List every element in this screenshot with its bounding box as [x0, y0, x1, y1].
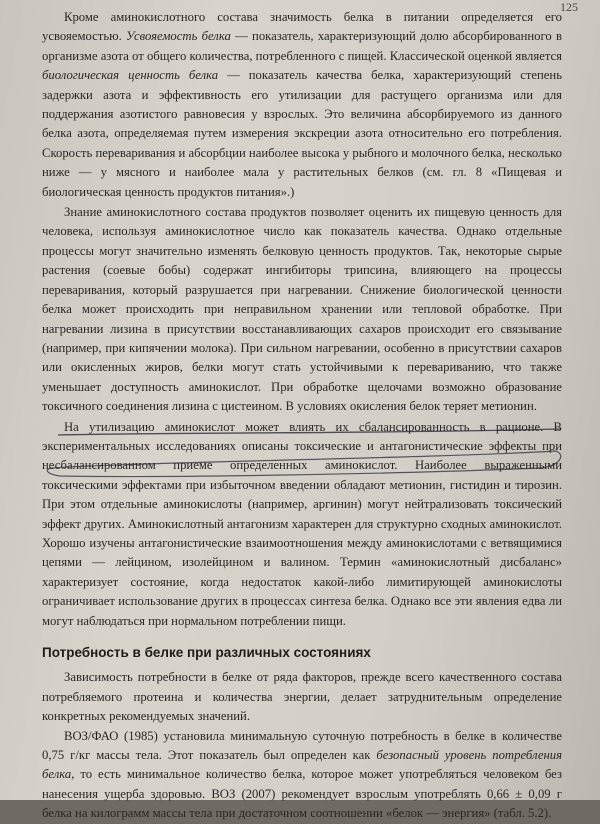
section-title: Потребность в белке при различных состояниях — [42, 645, 371, 660]
term-digestibility: Усвояемость белка — [126, 29, 231, 44]
paragraph-amino-acid-balance: На утилизацию аминокислот может влиять их сбалансированность в рационе. В экспериментальных исследованиях описаны токсические и антагонистические эффекты при несбалансированном приеме определенных аминокислот. Наиболее выраженными токсическими эффектами при избыточном введении обладают метионин, гистидин и тирозин. При этом отдельные аминокислоты (например, аргинин) могут нейтрализовать токсический эффект других. Аминокислотный антагонизм характерен для структурно сходных аминокислот. Хорошо изучены антагонистические взаимоотношения между аминокислотами с ветвящимися цепями — лейцином, изолейцином и валином. Термин «аминокислотный дисбаланс» характеризует состояние, когда недостаток какой-либо лимитирующей аминокислоты ограничивает использование других в процессах синтеза белка. Однако все эти явления едва ли могут наблюдаться при нормальном потреблении пищи. — [42, 419, 562, 628]
paragraph-amino-acid-knowledge: Знание аминокислотного состава продуктов позволяет оценить их пищевую ценность для человека, используя аминокислотное число как показатель качества. Однако отдельные процессы могут значительно изменять белковую ценность продуктов. Так, некоторые сырые растения (соевые бобы) содержат ингибиторы трипсина, влияющего на процессы переваривания, который разрушается при нагревании. Снижение биологической ценности белка может происходить при неправильном хранении или тепловой обработке. При нагревании лизина в присутствии восстанавливающих сахаров происходит его связывание (например, при кипячении молока). При сильном нагревании, особенно в присутствии сахаров или окисленных жиров, белки могут стать устойчивыми к перевариванию, что также уменьшает доступность аминокислот. При обработке щелочами возможно образование токсичного соединения лизина с цистеином. В условиях окисления белок теряет метионин. — [42, 205, 562, 414]
paragraph-who-fao-norms: ВОЗ/ФАО (1985) установила минимальную суточную потребность в белке в количестве 0,75 г/кг массы тела. Этот показатель был определен как безопасный уровень потребления белка, то есть минимальное количество белка, которое может употребляться человеком без нанесения ущерба здоровью. ВОЗ (2007) рекомендует взрослым употреблять 0,66 ± 0,09 г белка на килограмм массы тела при достаточном соотношении «белок — энергия» (табл. 5.2). — [42, 728, 562, 821]
term-safe-level: безопасный уровень потребления белка — [42, 748, 562, 782]
paragraph-protein-need-factors: Зависимость потребности в белке от ряда факторов, прежде всего качественного состава потребляемого протеина и количества энергии, делает затруднительным определение конкретных рекомендуемых значений. — [42, 670, 562, 724]
page-body — [42, 8, 562, 824]
paragraph-protein-digestibility: Кроме аминокислотного состава значимость белка в питании определяется его усвояемостью. Усвояемость белка — показатель, характеризующий долю абсорбированного в организме азота от общего количества, потребленного с пищей. Классической оценкой является биологическая ценность белка — показатель качества белка, характеризующий степень задержки азота и эффективность его утилизации для растущего организма или для поддержания азотистого равновесия у взрослых. Это величина абсорбируемого из данного белка азота, определяемая путем измерения экскреции азота относительно его потребления. Скорость переваривания и абсорбции наиболее высока у рыбного и молочного белка, несколько ниже — у мясного и наиболее мала у растительных белков (см. гл. 8 «Пищевая и биологическая ценность продуктов питания».) — [42, 10, 563, 199]
term-biological-value: биологическая ценность белка — [42, 68, 219, 83]
page-number: 125 — [560, 0, 578, 14]
